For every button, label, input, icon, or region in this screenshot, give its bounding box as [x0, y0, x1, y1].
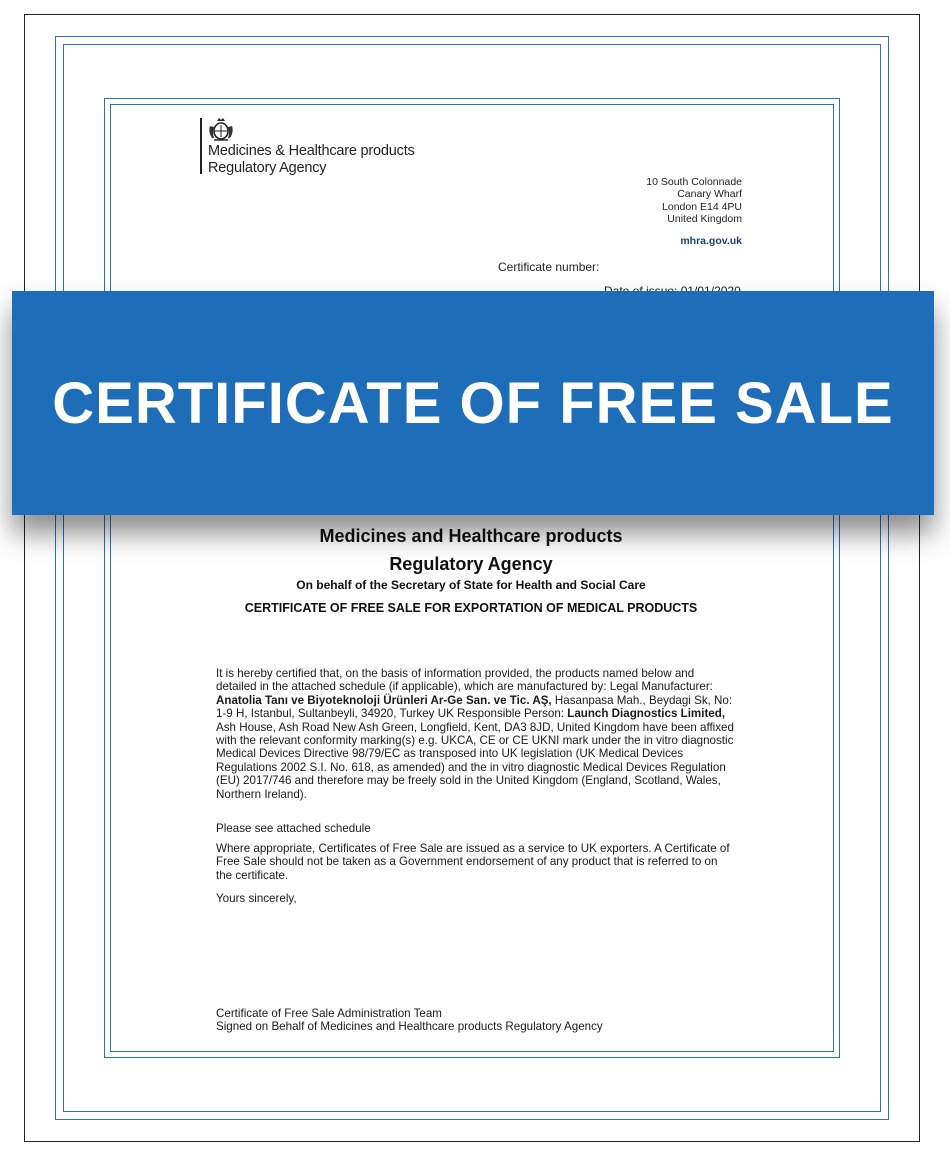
- logo-line-2: Regulatory Agency: [208, 160, 327, 176]
- royal-crest-icon: [206, 116, 236, 142]
- address-line: United Kingdom: [667, 213, 742, 226]
- manufacturer-address: Hasanpasa Mah., Beydagi Sk, No: 1-9 H, Istanbul, Sultanbeyli, 34920, Turkey UK Responsible Person:: [216, 693, 733, 721]
- behalf-line: On behalf of the Secretary of State for Health and Social Care: [296, 578, 646, 592]
- disclaimer-paragraph: Where appropriate, Certificates of Free Sale are issued as a service to UK exporters. A Certificate of Free Sale should not be taken as a Government endorsement of any product that is referred to on the certificate.: [216, 842, 730, 882]
- logo-divider: [200, 118, 202, 174]
- agency-heading: [110, 522, 832, 578]
- certification-paragraph: [216, 667, 736, 801]
- certificate-title: CERTIFICATE OF FREE SALE FOR EXPORTATION OF MEDICAL PRODUCTS: [244, 601, 698, 615]
- agency-heading-line-2: Regulatory Agency: [389, 554, 553, 574]
- signature-block: [216, 1007, 736, 1034]
- agency-heading-line-1: Medicines and Healthcare products: [319, 526, 623, 546]
- agency-address: [646, 176, 742, 226]
- signature-behalf: Signed on Behalf of Medicines and Healthcare products Regulatory Agency: [216, 1020, 603, 1034]
- intro-text: It is hereby certified that, on the basis of information provided, the products named below and detailed in the attached schedule (if applicable), which are manufactured by: Legal Manufacturer:: [216, 667, 713, 694]
- banner-title: CERTIFICATE OF FREE SALE: [52, 370, 894, 436]
- closing: Yours sincerely,: [216, 892, 297, 905]
- schedule-note: Please see attached schedule: [216, 822, 371, 835]
- title-banner: [12, 291, 934, 515]
- certificate-number-label: Certificate number:: [498, 260, 600, 274]
- certification-rest: Ash House, Ash Road New Ash Green, Longfield, Kent, DA3 8JD, United Kingdom have been affixed with the relevant conformity marking(s) e.g. UKCA, CE or CE UKNI mark under the in vitro diagnostic Medical Devices Directive 98/79/EC as transposed into UK legislation (UK Medical Devices Regulations 2002 S.I. No. 618, as amended) and the in vitro diagnostic Medical Devices Regulation (EU) 2017/746 and therefore may be freely sold in the United Kingdom (England, Scotland, Wales, Northern Ireland).: [216, 720, 734, 801]
- responsible-person: Launch Diagnostics Limited,: [567, 707, 726, 721]
- logo-text: [208, 143, 508, 177]
- logo-line-1: Medicines & Healthcare products: [208, 143, 415, 159]
- address-line: Canary Wharf: [677, 188, 742, 201]
- signature-team: Certificate of Free Sale Administration Team: [216, 1007, 442, 1020]
- address-line: London E14 4PU: [662, 200, 742, 213]
- website-link[interactable]: mhra.gov.uk: [680, 235, 742, 247]
- address-line: 10 South Colonnade: [646, 176, 742, 188]
- manufacturer-name: Anatolia Tanı ve Biyoteknoloji Ürünleri Ar-Ge San. ve Tic. AŞ,: [216, 693, 552, 707]
